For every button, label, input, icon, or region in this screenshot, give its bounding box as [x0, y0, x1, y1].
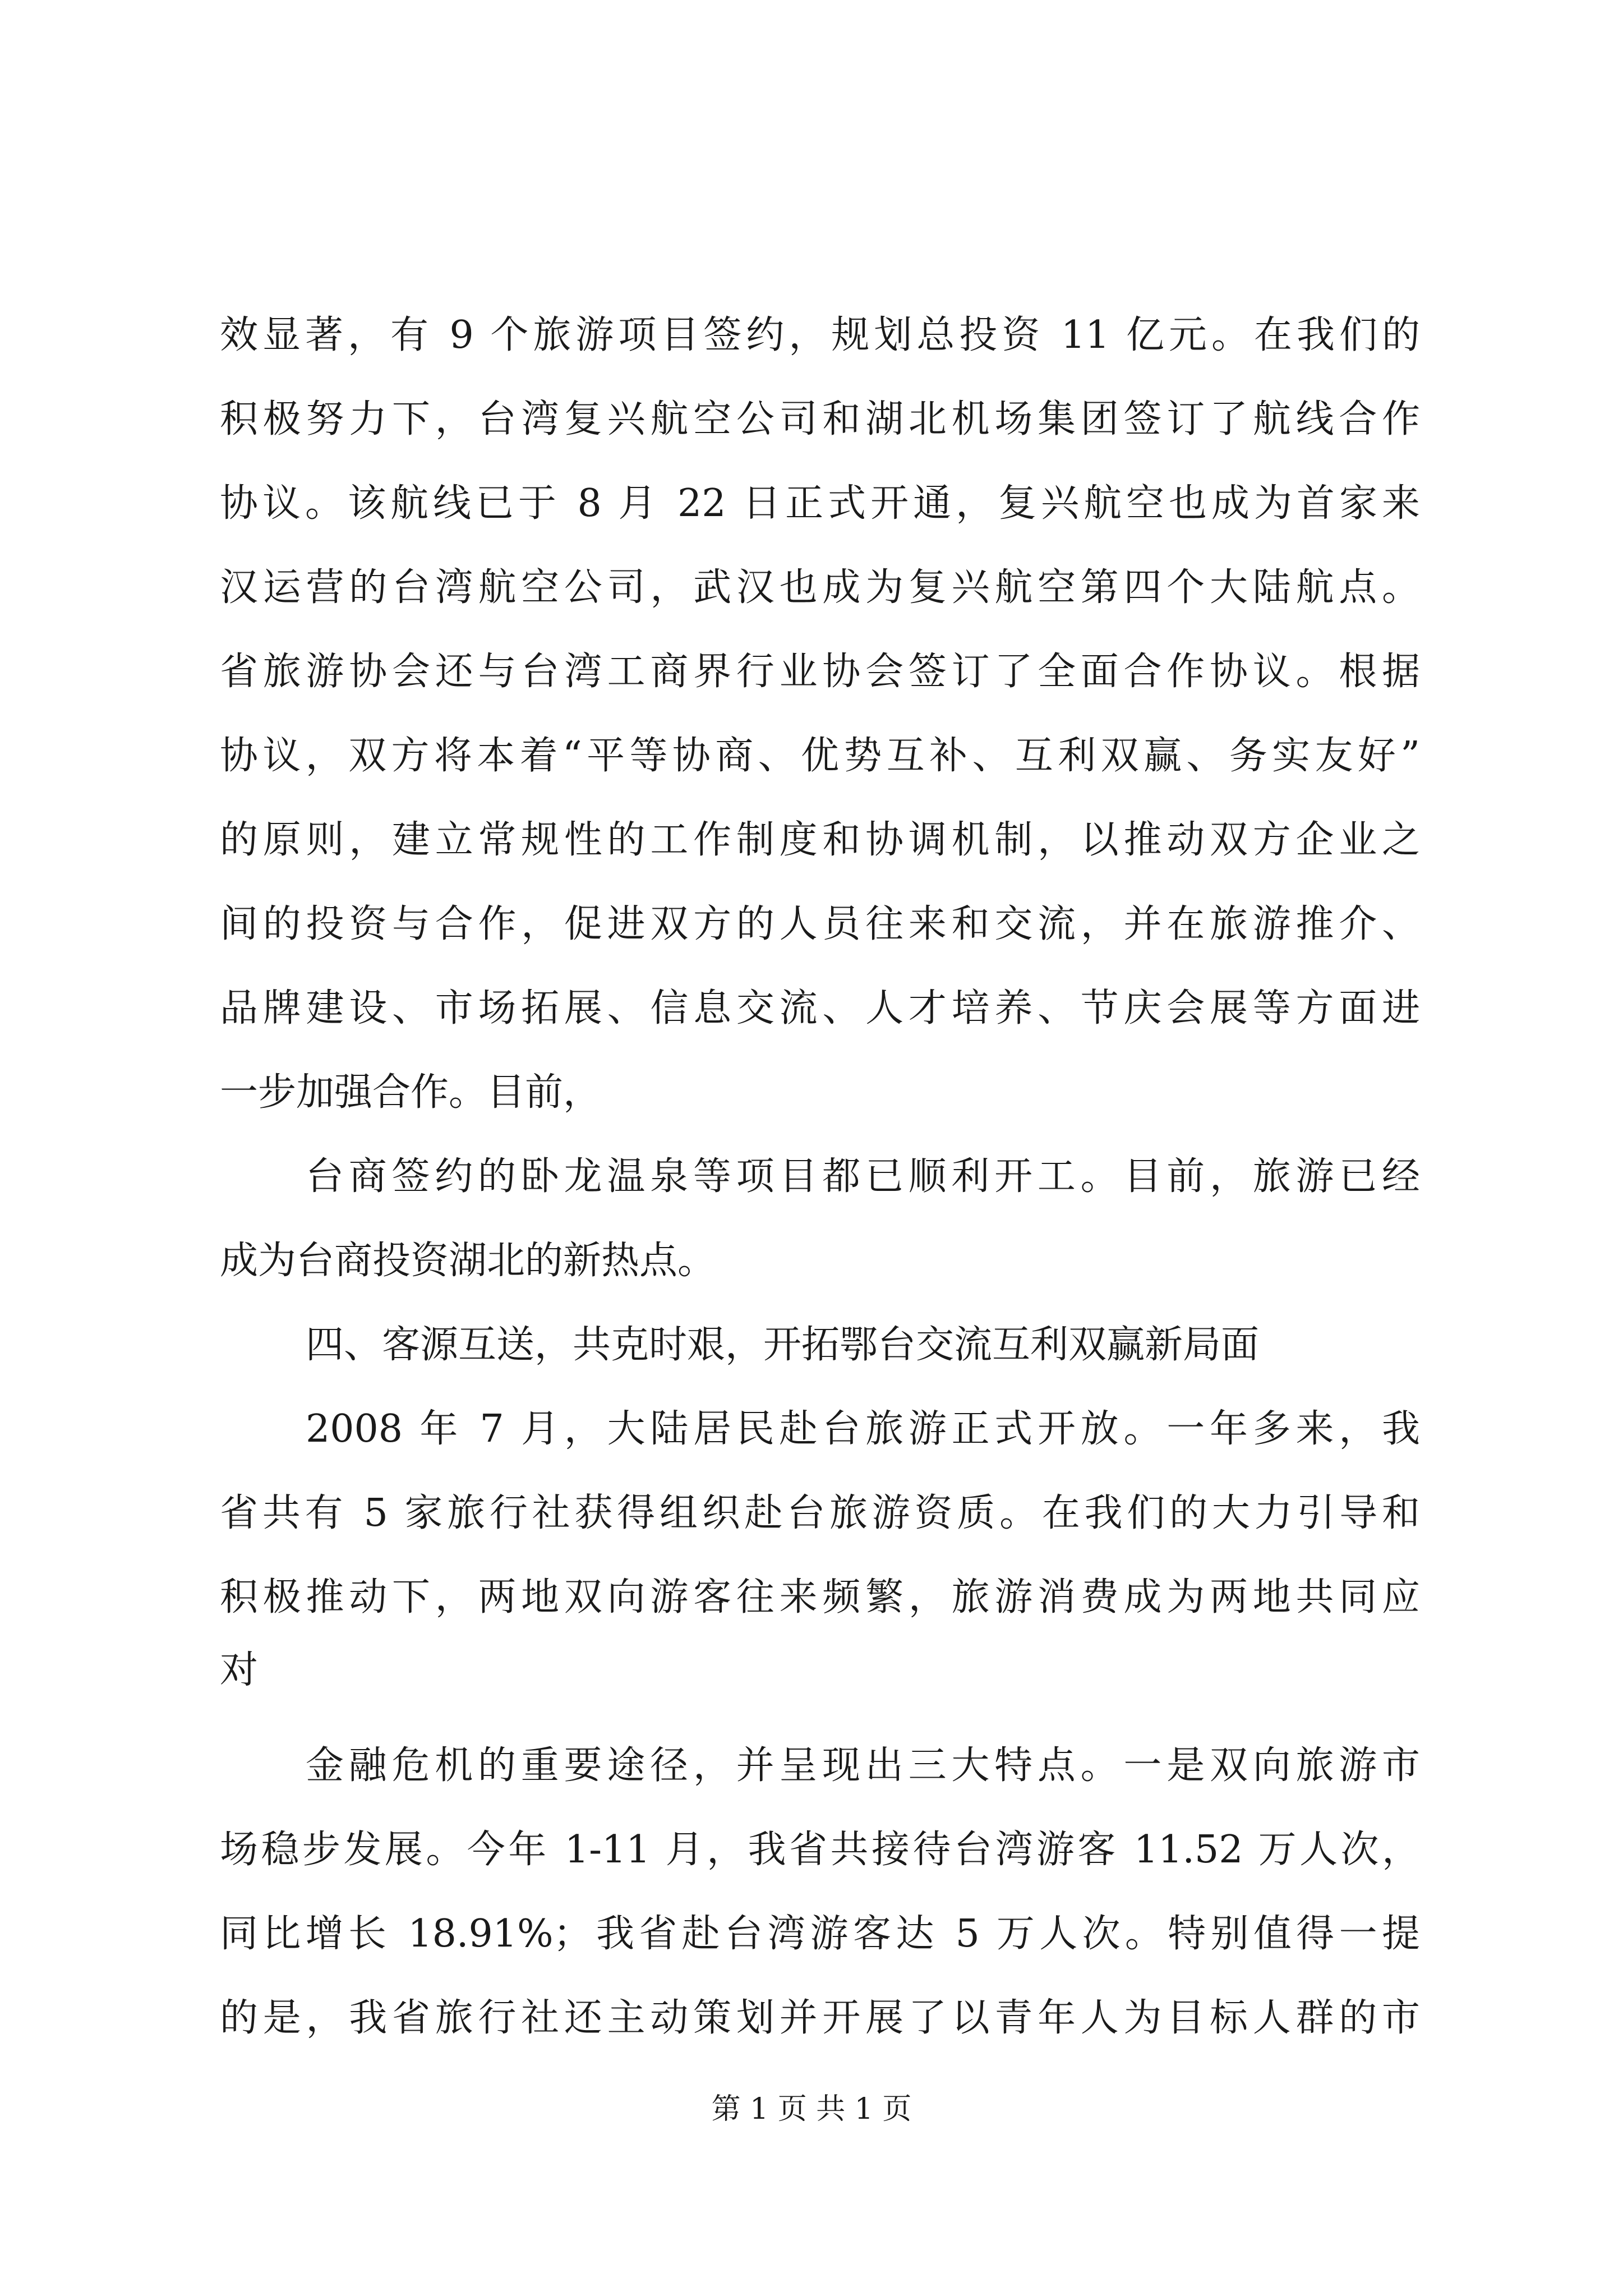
text-line: 汉运营的台湾航空公司，武汉也成为复兴航空第四个大陆航点。 — [220, 565, 1420, 610]
text-line: 省旅游协会还与台湾工商界行业协会签订了全面合作协议。根据 — [220, 650, 1420, 694]
text-line: 一步加强合作。目前， — [220, 1070, 602, 1115]
section-heading: 四、客源互送，共克时艰，开拓鄂台交流互利双赢新局面 — [306, 1323, 1260, 1367]
text-line: 对 — [220, 1648, 259, 1692]
text-line: 的是，我省旅行社还主动策划并开展了以青年人为目标人群的市 — [220, 1996, 1420, 2040]
text-line: 成为台商投资湖北的新热点。 — [220, 1239, 716, 1283]
page-footer: 第 1 页 共 1 页 — [711, 2092, 912, 2126]
text-line: 协议，双方将本着“平等协商、优势互补、互利双赢、务实友好” — [220, 734, 1420, 778]
text-line: 省共有 5 家旅行社获得组织赴台旅游资质。在我们的大力引导和 — [220, 1491, 1420, 1535]
paragraph-first-line: 台商签约的卧龙温泉等项目都已顺利开工。目前，旅游已经 — [306, 1154, 1420, 1199]
text-line: 效显著，有 9 个旅游项目签约，规划总投资 11 亿元。在我们的 — [220, 313, 1420, 357]
text-line: 同比增长 18.91%；我省赴台湾游客达 5 万人次。特别值得一提 — [220, 1912, 1420, 1956]
text-line: 的原则，建立常规性的工作制度和协调机制，以推动双方企业之 — [220, 818, 1420, 862]
text-line: 积极推动下，两地双向游客往来频繁，旅游消费成为两地共同应 — [220, 1575, 1420, 1619]
text-line: 间的投资与合作，促进双方的人员往来和交流，并在旅游推介、 — [220, 902, 1420, 946]
text-line: 品牌建设、市场拓展、信息交流、人才培养、节庆会展等方面进 — [220, 986, 1420, 1030]
text-line: 协议。该航线已于 8 月 22 日正式开通，复兴航空也成为首家来 — [220, 481, 1420, 526]
text-line: 场稳步发展。今年 1-11 月，我省共接待台湾游客 11.52 万人次， — [220, 1828, 1420, 1872]
text-line: 积极努力下，台湾复兴航空公司和湖北机场集团签订了航线合作 — [220, 397, 1420, 441]
paragraph-first-line: 2008 年 7 月，大陆居民赴台旅游正式开放。一年多来，我 — [306, 1407, 1420, 1451]
paragraph-first-line: 金融危机的重要途径，并呈现出三大特点。一是双向旅游市 — [306, 1743, 1420, 1788]
